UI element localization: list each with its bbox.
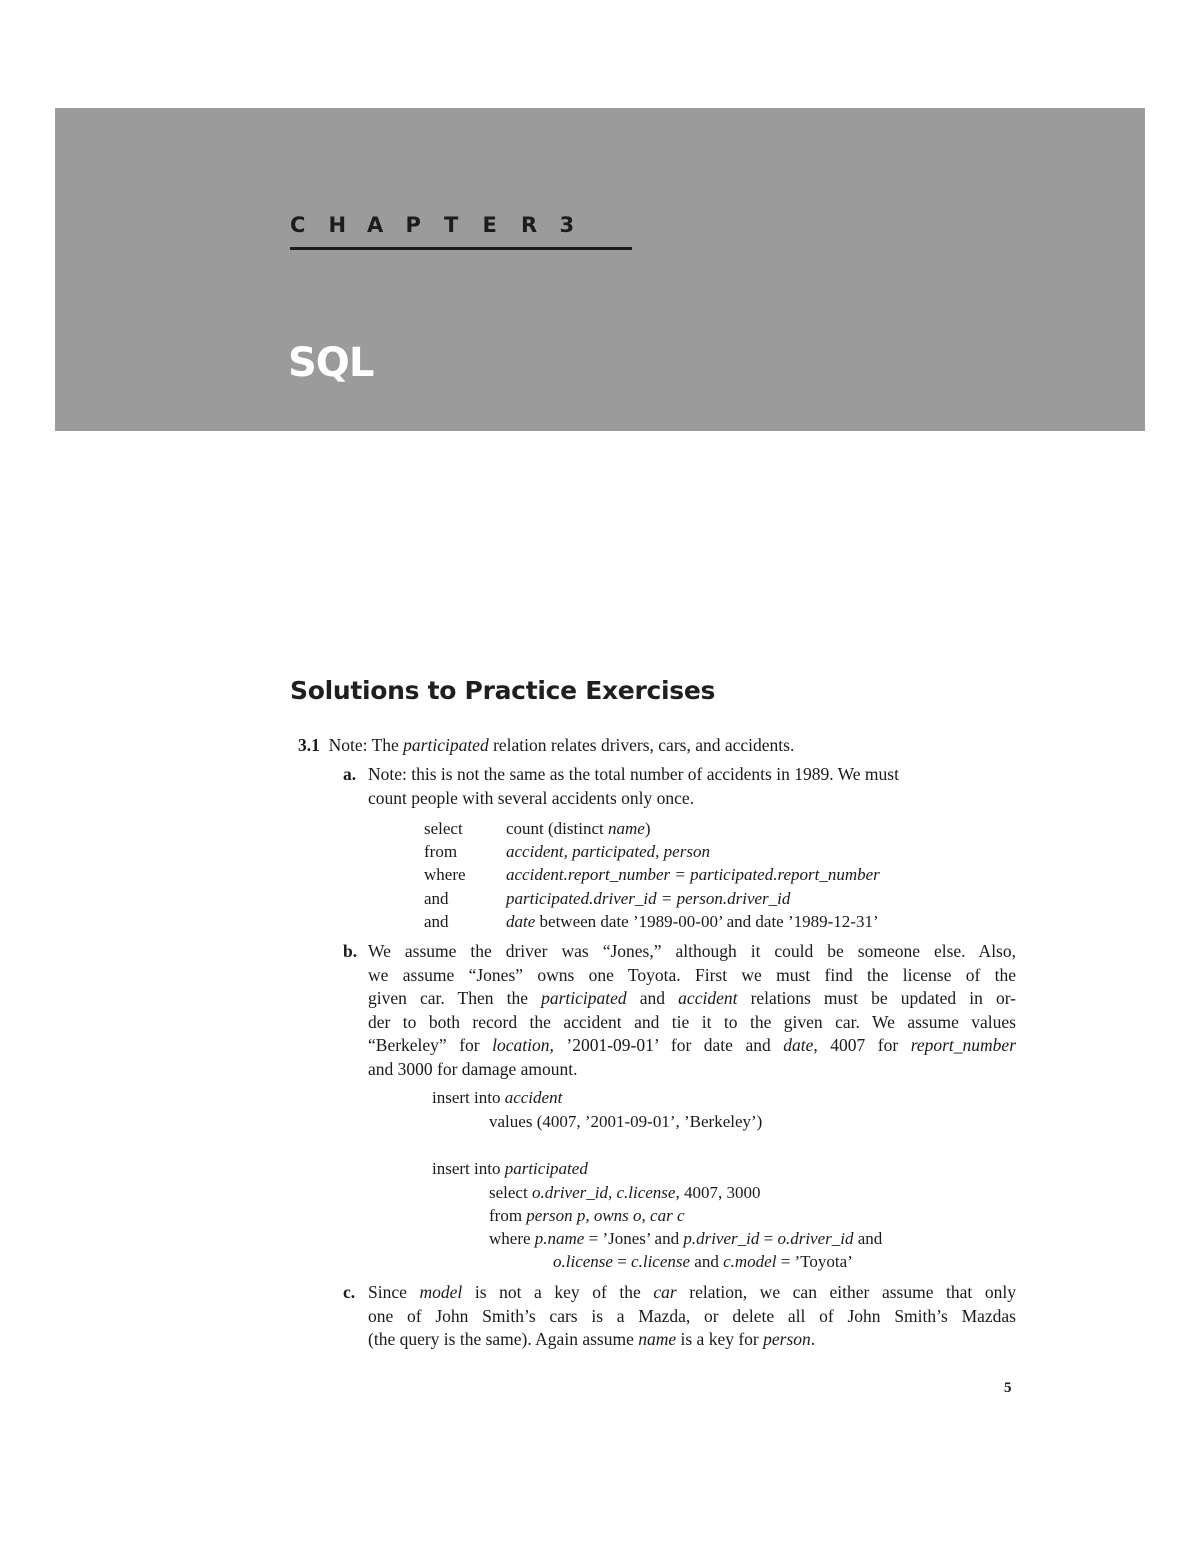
- sql-text: =: [759, 1229, 778, 1248]
- text: “Berkeley” for: [368, 1035, 493, 1056]
- sql-identifier: p.driver_id: [683, 1229, 760, 1248]
- sql-clause: accident, participated, person: [506, 842, 710, 862]
- from-line: [489, 1204, 685, 1227]
- text: Since: [368, 1282, 420, 1302]
- sql-identifier: o.driver_id: [777, 1229, 854, 1248]
- note-text: Note: The: [328, 735, 404, 755]
- paragraph-line: We assume the driver was “Jones,” although it could be someone else. Also,: [368, 941, 1016, 961]
- sql-text: (4007, ’2001-09-01’, ’Berkeley’): [532, 1112, 763, 1131]
- paragraph-line: [368, 1328, 1016, 1352]
- sql-text: =: [612, 1252, 632, 1271]
- part-a-line: Note: this is not the same as the total number of accidents in 1989. We must: [368, 764, 899, 784]
- values-line: [489, 1110, 762, 1133]
- part-c-marker: c.: [343, 1282, 356, 1302]
- section-heading: Solutions to Practice Exercises: [290, 676, 716, 705]
- where-line: [489, 1227, 882, 1250]
- note-text: relation relates drivers, cars, and accidents.: [488, 735, 795, 755]
- italic-term: date: [783, 1035, 814, 1056]
- sql-text: count (distinct: [506, 819, 608, 838]
- where-continuation-line: [553, 1250, 853, 1273]
- sql-clause: [506, 910, 879, 933]
- note-italic: participated: [403, 735, 489, 755]
- italic-term: car: [653, 1282, 677, 1302]
- italic-term: person: [763, 1329, 811, 1350]
- text: .: [810, 1329, 816, 1350]
- sql-identifier: participated: [504, 1159, 588, 1178]
- chapter-rule: [290, 247, 632, 250]
- italic-term: report_number: [910, 1035, 1017, 1056]
- select-line: [489, 1181, 760, 1204]
- paragraph-line: [368, 1034, 1016, 1058]
- query-a: [424, 817, 944, 937]
- sql-keyword: and: [424, 888, 449, 908]
- paragraph-line: and 3000 for damage amount.: [368, 1058, 578, 1079]
- sql-identifier: name: [607, 819, 645, 838]
- paragraph-line: der to both record the accident and tie it to the given car. We assume values: [368, 1011, 1016, 1032]
- exercise-number: 3.1: [298, 735, 320, 755]
- part-b-marker: b.: [343, 941, 358, 961]
- part-c-paragraph: [368, 1281, 1016, 1352]
- paragraph-line: [368, 1281, 1016, 1305]
- text: and: [626, 988, 679, 1009]
- sql-identifier: c.license: [631, 1252, 691, 1271]
- paragraph-line: one of John Smith’s cars is a Mazda, or delete all of John Smith’s Mazdas: [368, 1305, 1016, 1326]
- sql-text: and: [690, 1252, 724, 1271]
- text: (the query is the same). Again assume: [368, 1329, 639, 1350]
- insert-accident-line: [432, 1086, 562, 1109]
- exercise-3-1-intro: [298, 734, 794, 758]
- italic-term: participated: [541, 988, 627, 1009]
- sql-keyword: insert into: [432, 1088, 505, 1107]
- chapter-letter: E: [482, 213, 497, 237]
- chapter-banner: [55, 108, 1145, 431]
- sql-identifier: accident: [504, 1088, 563, 1107]
- text: relation, we can either assume that only: [676, 1282, 1016, 1302]
- sql-keyword: select: [424, 819, 463, 838]
- sql-identifier: date: [506, 911, 536, 931]
- part-b-paragraph: [368, 940, 1016, 1082]
- sql-keyword: from: [424, 842, 458, 862]
- sql-identifier: p.name: [534, 1229, 585, 1248]
- paragraph-line: we assume “Jones” owns one Toyota. First we must find the license of the: [368, 964, 1016, 985]
- sql-keyword: and: [424, 911, 449, 931]
- text: is not a key of the: [462, 1282, 654, 1302]
- sql-text: and: [853, 1229, 883, 1248]
- chapter-letter: P: [405, 213, 421, 237]
- sql-text: ): [644, 819, 651, 838]
- text: given car. Then the: [368, 988, 542, 1009]
- chapter-letter: A: [367, 213, 384, 237]
- sql-identifier: o.driver_id, c.license: [531, 1183, 676, 1202]
- italic-term: model: [419, 1282, 463, 1302]
- sql-clause: participated.driver_id = person.driver_id: [506, 888, 791, 908]
- sql-identifier: c.model: [723, 1252, 777, 1271]
- sql-keyword: from: [489, 1206, 527, 1225]
- part-a-marker: a.: [343, 764, 357, 784]
- text: , ’2001-09-01’ for date and: [549, 1035, 784, 1056]
- sql-keyword: values: [489, 1112, 533, 1131]
- text: is a key for: [676, 1329, 764, 1350]
- page-number: 5: [1004, 1380, 1012, 1396]
- part-a-line: count people with several accidents only once.: [368, 788, 695, 808]
- sql-text: , 4007, 3000: [675, 1183, 761, 1202]
- sql-text: = ’Toyota’: [776, 1252, 853, 1271]
- sql-keyword: where: [424, 865, 466, 885]
- chapter-letter: R: [521, 213, 538, 237]
- sql-keyword: insert into: [432, 1159, 505, 1178]
- sql-text: between date ’1989-00-00’ and date ’1989-12-31’: [535, 911, 879, 931]
- chapter-letter: T: [444, 213, 459, 237]
- insert-participated-line: [432, 1157, 588, 1180]
- text: , 4007 for: [813, 1035, 911, 1056]
- chapter-title: SQL: [288, 340, 374, 386]
- text: relations must be updated in or-: [737, 988, 1016, 1009]
- sql-clause: accident.report_number = participated.report_number: [506, 865, 880, 885]
- sql-text: = ’Jones’ and: [584, 1229, 684, 1248]
- italic-term: accident: [678, 988, 738, 1009]
- chapter-number: 3: [559, 213, 575, 237]
- paragraph-line: [368, 987, 1016, 1011]
- sql-keyword: select: [489, 1183, 532, 1202]
- chapter-label: [290, 213, 632, 237]
- sql-identifier: person p, owns o, car c: [526, 1206, 685, 1225]
- italic-term: location: [492, 1035, 550, 1056]
- italic-term: name: [638, 1329, 677, 1350]
- sql-keyword: where: [489, 1229, 535, 1248]
- sql-identifier: o.license: [553, 1252, 613, 1271]
- sql-clause: [506, 817, 650, 840]
- chapter-letter: H: [328, 213, 347, 237]
- chapter-letter: C: [290, 213, 306, 237]
